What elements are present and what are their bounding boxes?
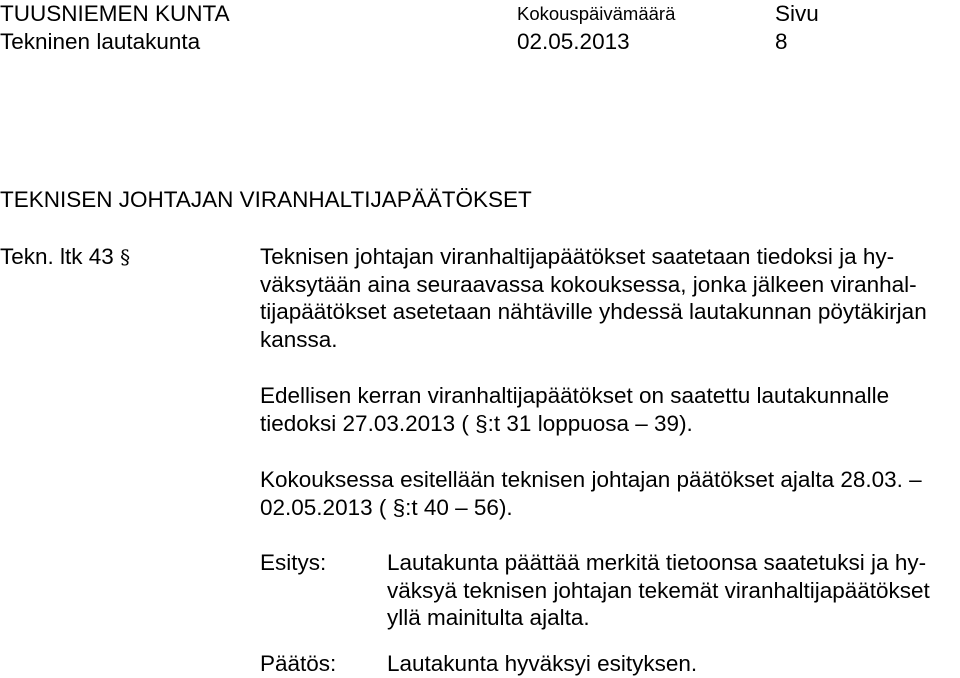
organization-name: TUUSNIEMEN KUNTA [0,1,230,26]
decision-text: Lautakunta hyväksyi esityksen. [387,651,698,676]
paragraph-line: kanssa. [260,326,338,352]
proposal-line: väksyä teknisen johtajan tekemät viranhaltijapäätökset [387,577,930,603]
decision-label: Päätös: [260,651,337,676]
paragraph-line: Edellisen kerran viranhaltijapäätökset on saatettu lautakunnalle [260,383,890,408]
meeting-date: 02.05.2013 [517,29,630,54]
paragraph-previous [260,382,889,437]
meeting-date-label: Kokouspäivämäärä [517,3,676,24]
case-reference [0,243,130,271]
page-label: Sivu [775,1,819,26]
paragraph-line: Kokouksessa esitellään teknisen johtajan päätökset ajalta 28.03. – [260,467,922,492]
page-header-date [517,0,675,56]
page-header-organization [0,0,230,56]
page-number: 8 [775,29,788,54]
paragraph-line: väksytään aina seuraavassa kokouksessa, jonka jälkeen viranhal- [260,271,917,297]
page-header-page [775,0,819,56]
section-title: TEKNISEN JOHTAJAN VIRANHALTIJAPÄÄTÖKSET [0,187,532,212]
paragraph-current [260,466,922,521]
proposal-line: yllä mainitulta ajalta. [387,605,590,631]
paragraph-line: Teknisen johtajan viranhaltijapäätökset saatetaan tiedoksi ja hy- [260,244,895,269]
paragraph-line: 02.05.2013 ( §:t 40 – 56). [260,494,513,520]
paragraph-intro [260,243,927,353]
proposal-text [387,549,930,632]
committee-name: Tekninen lautakunta [0,29,201,54]
paragraph-line: tiedoksi 27.03.2013 ( §:t 31 loppuosa – 39). [260,410,693,436]
case-prefix: Tekn. ltk 43 [0,244,114,269]
paragraph-line: tijapäätökset asetetaan nähtäville yhdessä lautakunnan pöytäkirjan [260,299,927,325]
section-sign: § [120,245,131,269]
proposal-label: Esitys: [260,550,327,575]
proposal-line: Lautakunta päättää merkitä tietoonsa saatetuksi ja hy- [387,550,927,575]
